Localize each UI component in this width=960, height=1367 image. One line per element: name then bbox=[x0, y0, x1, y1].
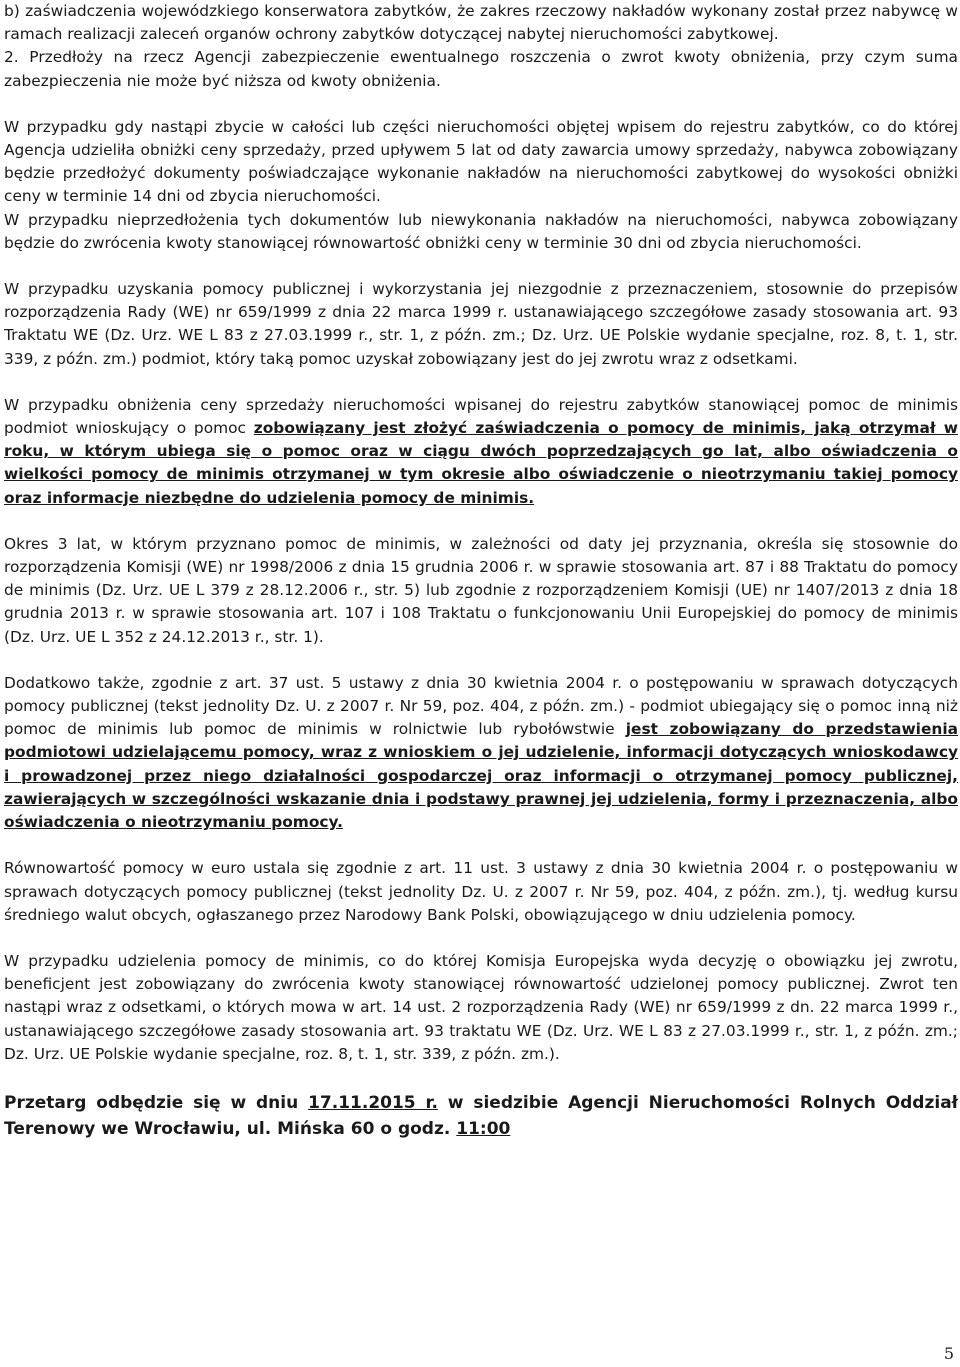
additional-info-obligation: jest zobowiązany do przedstawienia podmiotowi udzielającemu pomocy, wraz z wnioskiem o jej udzielenie, informacji dotyczących wnioskodawcy i prowadzonej przez niego działalności gospodarczej oraz informacji o otrzymanej pomocy publicznej, zawierających w szczególności wskazanie dnia i podstawy prawnej jej udzielenia, formy i przeznaczenia, albo oświadczenia o nieotrzymaniu pomocy. bbox=[4, 720, 958, 832]
document-page bbox=[4, 0, 958, 1142]
item-2: 2. Przedłoży na rzecz Agencji zabezpieczenie ewentualnego roszczenia o zwrot kwoty obniżenia, przy czym suma zabezpieczenia nie może być niższa od kwoty obniżenia. bbox=[4, 48, 958, 90]
item-b: b) zaświadczenia wojewódzkiego konserwatora zabytków, że zakres rzeczowy nakładów wykonany został przez nabywcę w ramach realizacji zaleceń organów ochrony zabytków dotyczącej nabytej nieruchomości zabytkowej. bbox=[4, 2, 958, 44]
auction-prefix: Przetarg odbędzie się w dniu bbox=[4, 1092, 309, 1113]
paragraph-three-year-period: Okres 3 lat, w którym przyznano pomoc de minimis, w zależności od daty jej przyznania, określa się stosownie do rozporządzenia Komisji (WE) nr 1998/2006 z dnia 15 grudnia 2006 r. w sprawie stosowania art. 87 i 88 Traktatu do pomocy de minimis (Dz. Urz. UE L 379 z 28.12.2006 r., str. 5) lub zgodnie z rozporządzeniem Komisji (UE) nr 1407/2013 z dnia 18 grudnia 2013 r. w sprawie stosowania art. 107 i 108 Traktatu o funkcjonowaniu Unii Europejskiej do pomocy de minimis (Dz. Urz. UE L 352 z 24.12.2013 r., str. 1). bbox=[4, 534, 958, 646]
paragraph-state-aid-misuse: W przypadku uzyskania pomocy publicznej i wykorzystania jej niezgodnie z przeznaczeniem, stosownie do przepisów rozporządzenia Rady (WE) nr 659/1999 z dnia 22 marca 1999 r. ustanawiającego szczegółowe zasady stosowania art. 93 Traktatu WE (Dz. Urz. WE L 83 z 27.03.1999 r., str. 1, z późn. zm.; Dz. Urz. UE Polskie wydanie specjalne, roz. 8, t. 1, str. 339, z późn. zm.) podmiot, który taką pomoc uzyskał zobowiązany jest do jej zwrotu wraz z odsetkami. bbox=[4, 280, 958, 368]
de-minimis-obligation: zobowiązany jest złożyć zaświadczenia o pomocy de minimis, jaką otrzymał w roku, w którym ubiega się o pomoc oraz w ciągu dwóch poprzedzających go lat, albo oświadczenia o wielkości pomocy de minimis otrzymanej w tym okresie albo oświadczenie o nieotrzymaniu takiej pomocy oraz informacje niezbędne do udzielenia pomocy de minimis. bbox=[4, 419, 958, 507]
additional-info-intro: Dodatkowo także, zgodnie z art. 37 ust. 5 ustawy z dnia 30 kwietnia 2004 r. o postępowaniu w sprawach dotyczących pomocy publicznej (tekst jednolity Dz. U. z 2007 r. Nr 59, poz. 404, z późn. zm.) - podmiot ubiegający się o pomoc inną niż pomoc de minimis lub pomoc de minimis w rolnictwie lub rybołówstwie bbox=[4, 673, 958, 739]
paragraph-refund: W przypadku nieprzedłożenia tych dokumentów lub niewykonania nakładów na nieruchomości, nabywca zobowiązany będzie do zwrócenia kwoty stanowiącej równowartość obniżki ceny w terminie 30 dni od zbycia nieruchomości. bbox=[4, 210, 958, 252]
paragraph-euro-equivalent: Równowartość pomocy w euro ustala się zgodnie z art. 11 ust. 3 ustawy z dnia 30 kwietnia 2004 r. o postępowaniu w sprawach dotyczących pomocy publicznej (tekst jednolity Dz. U. z 2007 r. Nr 59, poz. 404, z późn. zm.), tj. według kursu średniego walut obcych, ogłaszanego przez Narodowy Bank Polski, obowiązującego w dniu udzielenia pomocy. bbox=[4, 859, 958, 924]
page-number: 5 bbox=[943, 1344, 954, 1363]
paragraph-additional-info bbox=[4, 672, 958, 834]
de-minimis-intro: W przypadku obniżenia ceny sprzedaży nieruchomości wpisanej do rejestru zabytków stanowiącej pomoc de minimis podmiot wnioskujący o pomoc bbox=[4, 395, 958, 438]
paragraph-de-minimis bbox=[4, 394, 958, 510]
auction-time: 11:00 bbox=[456, 1118, 511, 1139]
auction-announcement bbox=[4, 1090, 958, 1142]
auction-location: w siedzibie Agencji Nieruchomości Rolnych Oddział Terenowy we Wrocławiu, ul. Mińska 60 o godz. bbox=[4, 1092, 958, 1139]
paragraph-aid-return: W przypadku udzielenia pomocy de minimis, co do której Komisja Europejska wyda decyzję o obowiązku jej zwrotu, beneficjent jest zobowiązany do zwrócenia kwoty stanowiącej równowartość udzielonej pomocy publicznej. Zwrot ten nastąpi wraz z odsetkami, o których mowa w art. 14 ust. 2 rozporządzenia Rady (WE) nr 659/1999 z dn. 22 marca 1999 r., ustanawiającego szczegółowe zasady stosowania art. 93 traktatu WE (Dz. Urz. WE L 83 z 27.03.1999 r., str. 1, z późn. zm.; Dz. Urz. UE Polskie wydanie specjalne, roz. 8, t. 1, str. 339, z późn. zm.). bbox=[4, 951, 958, 1063]
auction-date: 17.11.2015 r. bbox=[308, 1092, 438, 1113]
paragraph-resale: W przypadku gdy nastąpi zbycie w całości lub części nieruchomości objętej wpisem do rejestru zabytków, co do której Agencja udzieliła obniżki ceny sprzedaży, przed upływem 5 lat od daty zawarcia umowy sprzedaży, nabywca zobowiązany będzie przedłożyć dokumenty poświadczające wykonanie nakładów na nieruchomości zabytkowej do wysokości obniżki ceny w terminie 14 dni od zbycia nieruchomości. bbox=[4, 117, 958, 206]
